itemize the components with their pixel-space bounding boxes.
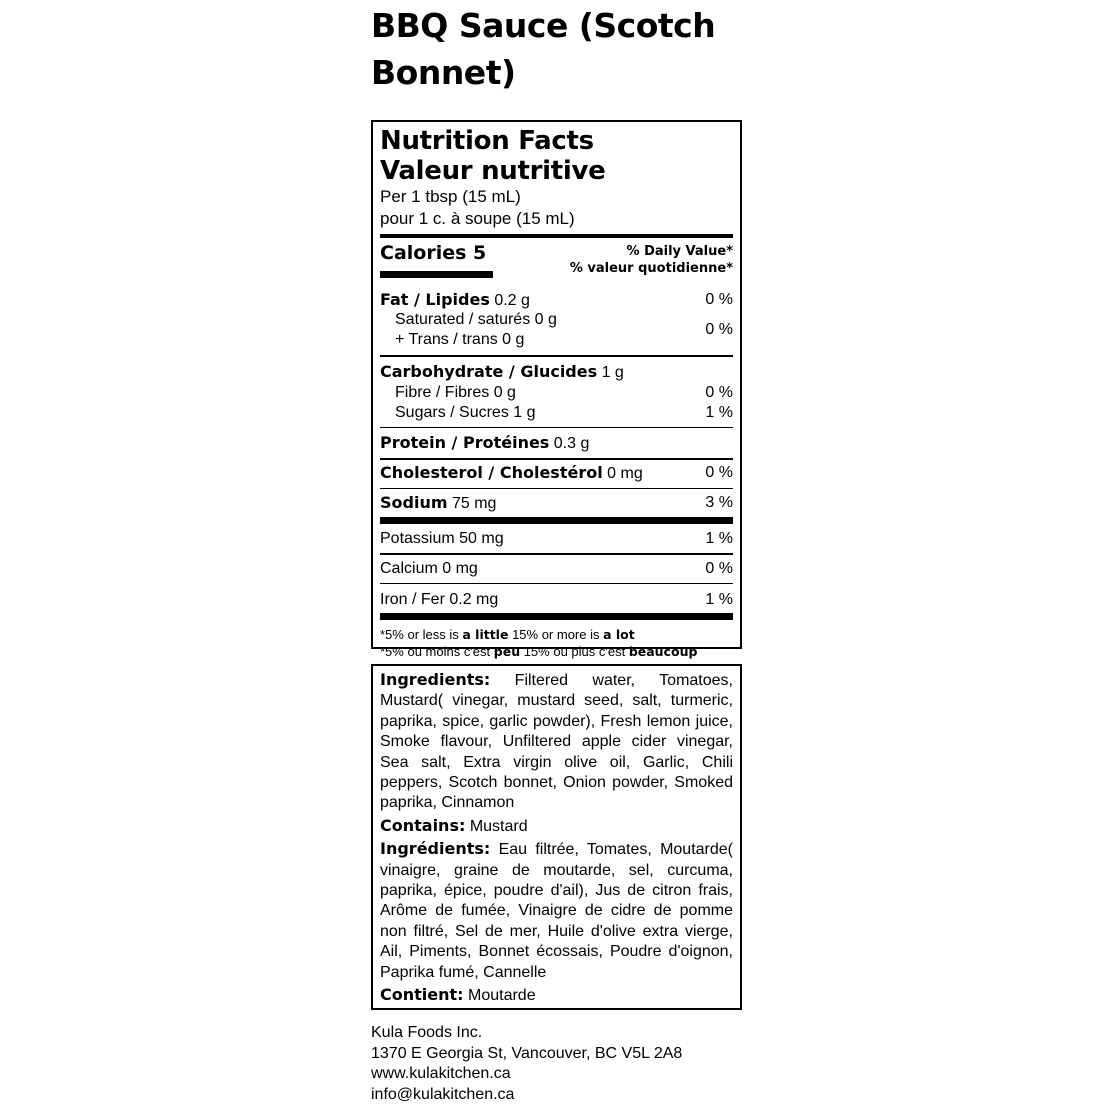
ingredients-en bbox=[380, 670, 733, 814]
cholesterol-row bbox=[380, 463, 733, 484]
carb-label: Carbohydrate / Glucides bbox=[380, 361, 598, 381]
nutrition-heading-en: Nutrition Facts bbox=[380, 126, 594, 156]
cholesterol-label: Cholesterol / Cholestérol bbox=[380, 462, 603, 482]
sat-trans-pct: 0 % bbox=[705, 321, 733, 338]
sodium-amount: 75 mg bbox=[451, 495, 497, 512]
sugars-pct: 1 % bbox=[705, 403, 733, 421]
calories-bar bbox=[380, 271, 493, 278]
carb-row bbox=[380, 362, 733, 383]
fibre-label: Fibre / Fibres 0 g bbox=[395, 383, 516, 401]
fibre-pct: 0 % bbox=[705, 383, 733, 401]
daily-value-header bbox=[570, 243, 733, 277]
nutrition-facts-panel bbox=[371, 120, 742, 659]
fat-label: Fat / Lipides bbox=[380, 290, 490, 309]
calcium-label: Calcium 0 mg bbox=[380, 559, 478, 577]
company-website[interactable]: www.kulakitchen.ca bbox=[371, 1065, 511, 1082]
carb-amount: 1 g bbox=[601, 363, 624, 381]
footnote-bold: beaucoup bbox=[628, 644, 698, 659]
ingredients-fr bbox=[380, 839, 733, 983]
iron-row bbox=[380, 590, 733, 610]
company-info bbox=[371, 1023, 771, 1105]
contains-text: Mustard bbox=[465, 817, 528, 835]
ingredients-panel bbox=[371, 664, 742, 1010]
iron-label: Iron / Fer 0.2 mg bbox=[380, 591, 499, 608]
footnote-fr bbox=[380, 643, 733, 660]
protein-label: Protein / Protéines bbox=[380, 433, 550, 452]
calcium-row bbox=[380, 559, 733, 579]
sat-trans-row bbox=[380, 310, 733, 350]
divider-heavy bbox=[380, 613, 733, 620]
saturated-label: Saturated / saturés 0 g bbox=[395, 311, 557, 328]
divider bbox=[380, 553, 733, 555]
sodium-row bbox=[380, 493, 733, 514]
potassium-row bbox=[380, 529, 733, 549]
calories-label: Calories 5 bbox=[380, 242, 487, 264]
footnote-en bbox=[380, 626, 733, 643]
footnote-text: 15% or more is bbox=[508, 627, 604, 642]
company-name: Kula Foods Inc. bbox=[371, 1024, 483, 1041]
fat-pct: 0 % bbox=[705, 291, 733, 308]
divider bbox=[380, 427, 733, 429]
divider bbox=[380, 355, 733, 357]
footnote-bold: a lot bbox=[603, 627, 635, 642]
calories-row bbox=[380, 238, 733, 287]
ingredients-fr-text: Eau filtrée, Tomates, Moutarde( vinaigre, graine de moutarde, sel, curcuma, paprika, épice, poudre d'ail), Jus de citron frais, Arôme de fumée, Vinaigre de cidre de pomme non filtré, Sel de mer, Huile d'olive extra vierge, Ail, Piments, Bonnet écossais, Poudre d'oignon, Paprika fumé, Cannelle bbox=[380, 841, 733, 981]
contient-text: Moutarde bbox=[463, 987, 536, 1005]
protein-amount: 0.3 g bbox=[553, 435, 590, 452]
footnote-text: 15% ou plus c'est bbox=[520, 644, 629, 659]
sugars-row bbox=[380, 403, 733, 423]
daily-value-fr: % valeur quotidienne* bbox=[569, 261, 733, 276]
daily-value-en: % Daily Value* bbox=[626, 244, 733, 259]
divider bbox=[380, 458, 733, 460]
potassium-pct: 1 % bbox=[705, 530, 733, 547]
cholesterol-amount: 0 mg bbox=[607, 464, 643, 482]
footnote-bold: a little bbox=[462, 627, 509, 642]
company-email[interactable]: info@kulakitchen.ca bbox=[371, 1085, 515, 1103]
sodium-pct: 3 % bbox=[705, 494, 733, 511]
fibre-row bbox=[380, 383, 733, 403]
fat-amount: 0.2 g bbox=[494, 292, 530, 309]
divider-heavy bbox=[380, 517, 733, 524]
ingredients-en-label: Ingredients: bbox=[380, 670, 491, 689]
ingredients-fr-label: Ingrédients: bbox=[380, 839, 491, 859]
sugars-label: Sugars / Sucres 1 g bbox=[395, 403, 536, 421]
contains-en bbox=[380, 816, 733, 837]
contient-label: Contient: bbox=[380, 985, 464, 1005]
potassium-label: Potassium 50 mg bbox=[380, 530, 504, 547]
contains-label: Contains: bbox=[380, 815, 466, 835]
footnote-text: *5% ou moins c'est bbox=[380, 644, 494, 659]
product-title: BBQ Sauce (Scotch Bonnet) bbox=[371, 6, 716, 92]
sodium-label: Sodium bbox=[380, 493, 448, 512]
trans-label: + Trans / trans 0 g bbox=[395, 331, 525, 348]
footnote-bold: peu bbox=[493, 644, 521, 659]
serving-size-en: Per 1 tbsp (15 mL) bbox=[380, 187, 521, 206]
company-address: 1370 E Georgia St, Vancouver, BC V5L 2A8 bbox=[371, 1044, 683, 1062]
divider bbox=[380, 488, 733, 490]
nutrition-heading-fr: Valeur nutritive bbox=[380, 156, 606, 186]
serving-size-fr: pour 1 c. à soupe (15 mL) bbox=[380, 209, 575, 228]
cholesterol-pct: 0 % bbox=[705, 463, 733, 481]
protein-row bbox=[380, 433, 733, 454]
iron-pct: 1 % bbox=[705, 591, 733, 608]
fat-row bbox=[380, 287, 733, 309]
divider bbox=[380, 583, 733, 585]
contains-fr bbox=[380, 985, 733, 1006]
calcium-pct: 0 % bbox=[705, 559, 733, 577]
ingredients-en-text: Filtered water, Tomatoes, Mustard( vinegar, mustard seed, salt, turmeric, paprika, spice, garlic powder), Fresh lemon juice, Smoke flavour, Unfiltered apple cider vinegar, Sea salt, Extra virgin olive oil, Garlic, Chili peppers, Scotch bonnet, Onion powder, Smoked paprika, Cinnamon bbox=[380, 672, 733, 812]
footnote-text: *5% or less is bbox=[380, 627, 463, 642]
